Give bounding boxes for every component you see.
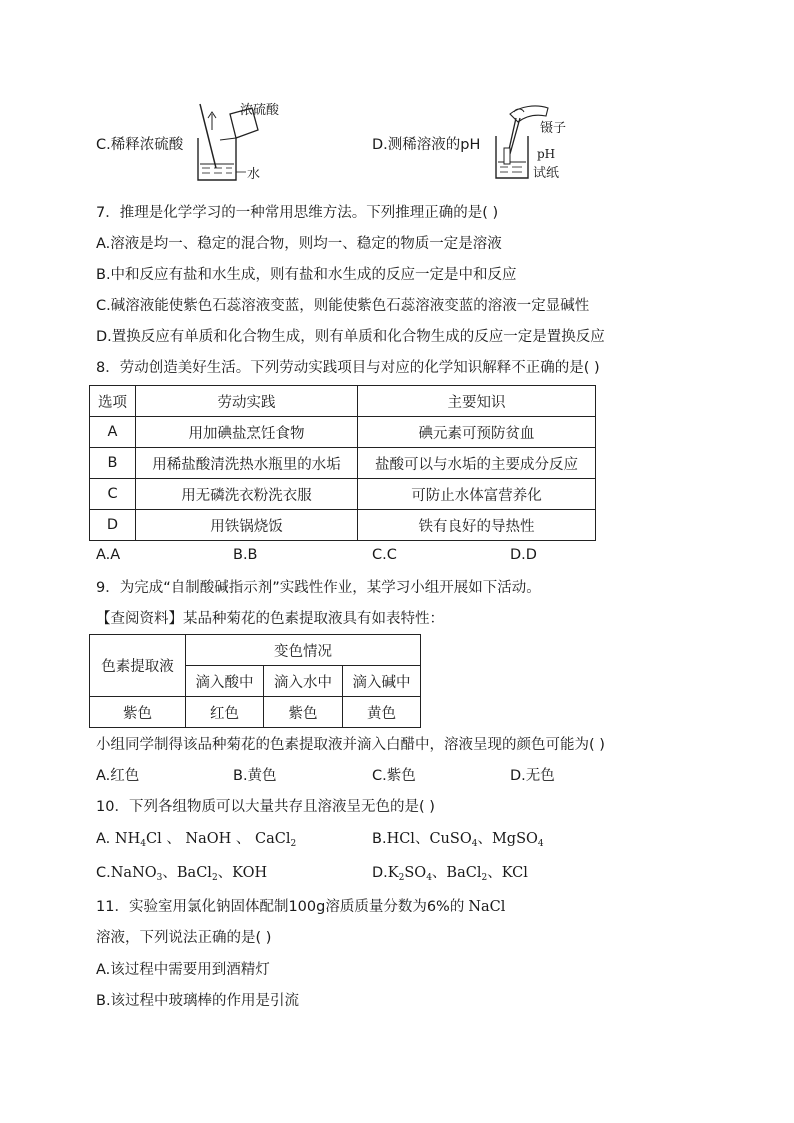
q9-table [89, 634, 421, 728]
q8-cell: 用无磷洗衣粉洗衣服 [136, 479, 358, 510]
q8-option-d: D.D [510, 547, 537, 563]
ph-label: pH [537, 147, 556, 161]
q9-cell: 黄色 [343, 697, 421, 728]
table-row [90, 697, 421, 728]
q9-header-color-change: 变色情况 [186, 635, 421, 666]
q9-subheader-base: 滴入碱中 [343, 666, 421, 697]
q8-cell: B [90, 448, 136, 479]
q8-header-practice: 劳动实践 [136, 386, 358, 417]
q8-cell: 铁有良好的导热性 [358, 510, 596, 541]
q9-stem: 9．为完成“自制酸碱指示剂”实践性作业，某学习小组开展如下活动。 [96, 580, 541, 596]
q10-option-b: B.HCl、CuSO$_4$、MgSO$_4$ [372, 831, 544, 849]
q8-cell: 用铁锅烧饭 [136, 510, 358, 541]
q7-option-d: D.置换反应有单质和化合物生成，则有单质和化合物生成的反应一定是置换反应 [96, 329, 605, 345]
q10-option-c: C.NaNO$_3$、BaCl$_2$、KOH [96, 865, 268, 883]
q9-info: 【查阅资料】某品种菊花的色素提取液具有如表特性： [96, 611, 444, 627]
q7-option-a: A.溶液是均一、稳定的混合物，则均一、稳定的物质一定是溶液 [96, 236, 502, 252]
q9-option-b: B.黄色 [233, 768, 277, 784]
q9-cell: 紫色 [90, 697, 186, 728]
q8-cell: D [90, 510, 136, 541]
water-label: 水 [247, 167, 261, 182]
q8-option-c: C.C [372, 547, 397, 563]
q11-stem: 11．实验室用氯化钠固体配制100g溶质质量分数为6%的 NaCl [96, 899, 506, 915]
q9-header-extract: 色素提取液 [90, 635, 186, 697]
q10-option-d: $D.K_2SO_4$、BaCl$_2$、KCl [372, 865, 528, 883]
q11-option-b: B.该过程中玻璃棒的作用是引流 [96, 993, 300, 1009]
q11-option-a: A.该过程中需要用到酒精灯 [96, 962, 270, 978]
q8-cell: 可防止水体富营养化 [358, 479, 596, 510]
q9-subheader-acid: 滴入酸中 [186, 666, 264, 697]
q9-option-a: A.红色 [96, 768, 140, 784]
q8-stem: 8．劳动创造美好生活。下列劳动实践项目与对应的化学知识解释不正确的是( ) [96, 360, 600, 376]
q8-cell: 盐酸可以与水垢的主要成分反应 [358, 448, 596, 479]
q11-stem-cont: 溶液，下列说法正确的是( ) [96, 930, 272, 946]
q8-cell: 用加碘盐烹饪食物 [136, 417, 358, 448]
q8-cell: 碘元素可预防贫血 [358, 417, 596, 448]
ph-test-figure [480, 102, 580, 182]
table-row [90, 417, 596, 448]
q8-option-b: B.B [233, 547, 258, 563]
q9-subheader-water: 滴入水中 [264, 666, 343, 697]
q8-header-knowledge: 主要知识 [358, 386, 596, 417]
test-paper-label: 试纸 [533, 166, 560, 181]
q9-cell: 紫色 [264, 697, 343, 728]
q8-table [89, 385, 596, 541]
q7-option-c: C.碱溶液能使紫色石蕊溶液变蓝，则能使紫色石蕊溶液变蓝的溶液一定显碱性 [96, 298, 590, 314]
q8-cell: 用稀盐酸清洗热水瓶里的水垢 [136, 448, 358, 479]
q8-header-option: 选项 [90, 386, 136, 417]
q8-cell: A [90, 417, 136, 448]
q6-option-c: C.稀释浓硫酸 [96, 137, 184, 153]
q9-option-d: D.无色 [510, 768, 555, 784]
q6-option-d: D.测稀溶液的pH [372, 137, 481, 153]
q9-option-c: C.紫色 [372, 768, 416, 784]
tweezers-label: 镊子 [540, 121, 567, 136]
q10-option-a: A. $NH_4Cl$ 、 NaOH 、 CaCl$_2$ [96, 831, 297, 849]
table-row [90, 479, 596, 510]
table-row [90, 448, 596, 479]
q7-stem: 7．推理是化学学习的一种常用思维方法。下列推理正确的是( ) [96, 205, 499, 221]
table-row [90, 510, 596, 541]
q9-cell: 红色 [186, 697, 264, 728]
acid-label: 浓硫酸 [240, 103, 280, 118]
q8-option-a: A.A [96, 547, 121, 563]
q7-option-b: B.中和反应有盐和水生成，则有盐和水生成的反应一定是中和反应 [96, 267, 517, 283]
q9-question: 小组同学制得该品种菊花的色素提取液并滴入白醋中，溶液呈现的颜色可能为( ) [96, 737, 605, 753]
q10-stem: 10．下列各组物质可以大量共存且溶液呈无色的是( ) [96, 799, 435, 815]
q8-cell: C [90, 479, 136, 510]
